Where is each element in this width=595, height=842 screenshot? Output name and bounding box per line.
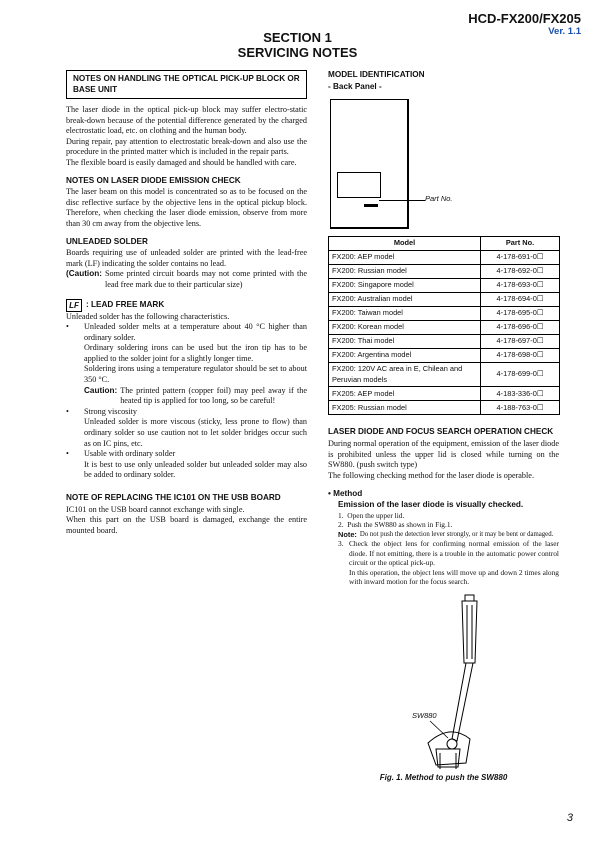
search-check-heading: LASER DIODE AND FOCUS SEARCH OPERATION CHECK xyxy=(328,427,554,437)
model-cell: FX200: Singapore model xyxy=(329,279,481,293)
table-row xyxy=(329,335,560,349)
ic101-heading: NOTE OF REPLACING THE IC101 ON THE USB BOARD xyxy=(66,493,281,502)
sw880-label: SW880 xyxy=(412,710,437,720)
ic101-paragraph: When this part on the USB board is damaged, exchange the entire mounted board. xyxy=(66,515,307,535)
figure-1 xyxy=(328,593,559,771)
caution-text: The printed pattern (copper foil) may peel away if the heated tip is applied for too long, so be careful! xyxy=(120,385,307,406)
figure-caption: Fig. 1. Method to push the SW880 xyxy=(379,772,508,782)
list-item: • Strong viscosity xyxy=(66,406,137,416)
section-title xyxy=(0,30,595,60)
model-cell: FX200: Russian model xyxy=(329,265,481,279)
laser-emission-paragraph: The laser beam on this model is concentrated so as to be focused on the disc reflective surface by the objective lens in the optical pickup block. Therefore, when checking the laser diode emission, observe from more than 30 cm away from the objective lens. xyxy=(66,187,307,228)
screwdriver-shaft xyxy=(452,663,473,741)
lead-free-mark-row xyxy=(66,299,307,312)
lead-free-icon: LF xyxy=(66,299,82,312)
version-label: Ver. 1.1 xyxy=(548,26,581,37)
model-cell: FX200: Taiwan model xyxy=(329,307,481,321)
unleaded-heading: UNLEADED SOLDER xyxy=(66,236,148,246)
model-table xyxy=(328,236,560,415)
back-panel-diagram xyxy=(328,96,559,236)
model-cell: FX200: Argentina model xyxy=(329,349,481,363)
step-note: Note: Do not push the detection lever strongly, or it may be bent or damaged. xyxy=(338,529,554,539)
method-steps xyxy=(328,511,559,587)
table-row xyxy=(329,251,560,265)
model-cell: FX200: AEP model xyxy=(329,251,481,265)
left-column xyxy=(66,70,307,536)
table-header-model: Model xyxy=(329,237,481,251)
list-item-detail: Unleaded solder is more viscous (sticky, less prone to flow) than ordinary solder so use caution not to let solder bridges occur such as on IC pins, etc. xyxy=(84,417,307,448)
part-cell: 4-178-694-0☐ xyxy=(481,293,560,307)
search-check-paragraph: The following checking method for the laser diode is operable. xyxy=(328,470,534,480)
ic101-paragraph: IC101 on the USB board cannot exchange with single. xyxy=(66,504,245,514)
table-row xyxy=(329,279,560,293)
notes-box-heading: NOTES ON HANDLING THE OPTICAL PICK-UP BLOCK OR BASE UNIT xyxy=(66,70,307,99)
step-detail: In this operation, the object lens will move up and down 2 times along with inward motion for the focus search. xyxy=(349,567,559,587)
table-row xyxy=(329,401,560,415)
lead-free-intro: Unleaded solder has the following characteristics. xyxy=(66,311,230,321)
unleaded-caution xyxy=(66,269,307,290)
step-item: 3. Check the object lens for confirming normal emission of the laser diode. If not emitting, there is a trouble in the automatic power control circuit or the optical pick-up. xyxy=(338,539,559,568)
table-row xyxy=(329,349,560,363)
table-header-part: Part No. xyxy=(481,237,560,251)
unleaded-paragraph: Boards requiring use of unleaded solder are printed with the lead-free mark (LF) indicating the solder contains no lead. xyxy=(66,248,307,268)
sw880-illustration xyxy=(328,593,559,771)
screwdriver-tip-top xyxy=(465,595,474,601)
notes-paragraph: During repair, pay attention to electrostatic break-down and also use the procedure in the printed matter which is included in the repair parts. xyxy=(66,136,307,157)
section-number: SECTION 1 xyxy=(263,30,332,45)
part-cell: 4-178-693-0☐ xyxy=(481,279,560,293)
list-item-detail: It is best to use only unleaded solder but unleaded solder may also be added to ordinary solder. xyxy=(84,459,307,480)
notes-paragraph: The laser diode in the optical pick-up block may suffer electro-static break-down because of the potential difference generated by the charged electrostatic load, etc. on clothing and the human body. xyxy=(66,105,307,136)
model-cell: FX205: AEP model xyxy=(329,387,481,401)
model-cell: FX200: Thai model xyxy=(329,335,481,349)
page-number: 3 xyxy=(566,812,573,824)
table-header-row xyxy=(329,237,560,251)
method-label: • Method xyxy=(328,489,363,499)
label-area xyxy=(337,172,381,198)
list-item: • Usable with ordinary solder xyxy=(66,449,176,459)
table-row xyxy=(329,293,560,307)
caution-text: Some printed circuit boards may not come printed with the lead free mark due to their particular size) xyxy=(104,269,307,289)
lead-free-heading: : LEAD FREE MARK xyxy=(86,299,165,309)
model-cell: FX200: Korean model xyxy=(329,321,481,335)
screwdriver-handle xyxy=(462,601,477,663)
search-check-paragraph: During normal operation of the equipment, emission of the laser diode is prohibited unless the upper lid is closed while turning on the SW880. (push switch type) xyxy=(328,438,559,470)
part-cell: 4-178-697-0☐ xyxy=(481,335,560,349)
section-heading: SERVICING NOTES xyxy=(237,45,358,60)
caution-label: (Caution: xyxy=(66,269,102,279)
model-number: HCD-FX200/FX205 xyxy=(468,11,581,26)
model-cell: FX205: Russian model xyxy=(329,401,481,415)
step-item: 2. Push the SW880 as shown in Fig.1. xyxy=(338,520,453,530)
list-item: • Unleaded solder melts at a temperature about 40 °C higher than ordinary solder. xyxy=(66,322,307,342)
list-item-detail: Soldering irons using a temperature regulator should be set to about 350 °C. xyxy=(84,364,307,385)
model-cell: FX200: 120V AC area in E, Chilean and Peruvian models xyxy=(329,363,481,387)
list-item-detail: Ordinary soldering irons can be used but the iron tip has to be applied to the solder joint for a slightly longer time. xyxy=(84,343,307,363)
part-number-mark xyxy=(364,204,378,207)
table-row xyxy=(329,265,560,279)
part-cell: 4-178-692-0☐ xyxy=(481,265,560,279)
model-cell: FX200: Australian model xyxy=(329,293,481,307)
list-item-caution xyxy=(66,386,307,407)
caution-label: Caution: xyxy=(84,385,118,395)
laser-emission-heading: NOTES ON LASER DIODE EMISSION CHECK xyxy=(66,175,241,185)
table-row xyxy=(329,307,560,321)
method-subheading: Emission of the laser diode is visually checked. xyxy=(338,499,524,509)
leader-line xyxy=(379,200,425,201)
table-row xyxy=(329,321,560,335)
step-item: 1. Open the upper lid. xyxy=(338,510,405,520)
part-cell: 4-183-336-0☐ xyxy=(481,387,560,401)
part-cell: 4-178-699-0☐ xyxy=(481,363,560,387)
part-cell: 4-178-695-0☐ xyxy=(481,307,560,321)
right-column xyxy=(328,70,559,783)
part-cell: 4-178-698-0☐ xyxy=(481,349,560,363)
part-cell: 4-178-696-0☐ xyxy=(481,321,560,335)
part-no-label: Part No. xyxy=(425,194,453,204)
notes-paragraph: The flexible board is easily damaged and should be handled with care. xyxy=(66,157,297,167)
model-id-heading: MODEL IDENTIFICATION xyxy=(328,70,425,79)
part-cell: 4-178-691-0☐ xyxy=(481,251,560,265)
switch-button xyxy=(447,739,457,749)
back-panel-outline xyxy=(330,99,409,229)
table-row xyxy=(329,363,560,387)
model-id-subheading: - Back Panel - xyxy=(328,81,382,91)
table-row xyxy=(329,387,560,401)
part-cell: 4-188-763-0☐ xyxy=(481,401,560,415)
